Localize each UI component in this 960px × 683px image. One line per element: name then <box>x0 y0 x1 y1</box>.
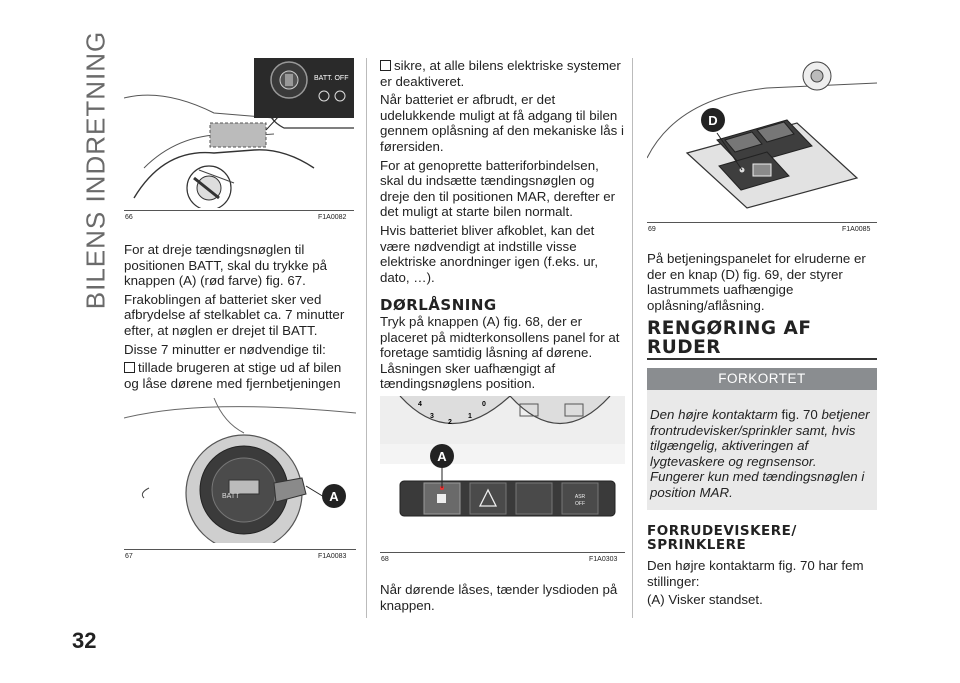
heading-rengoering-af-ruder: RENGØRING AF RUDER <box>647 318 812 358</box>
col3-paragraph-1: På betjeningspanelet for elruderne er der en knap (D) fig. 69, der styrer lastrummets uafhængige oplåsning/aflåsning. <box>647 251 866 313</box>
batt-off-label: BATT. OFF <box>314 75 349 82</box>
col2-paragraph-1: Når batteriet er afbrudt, er det udelukkende muligt at få adgang til bilen gennem oplåsning af den mekaniske lås i førersiden. <box>380 92 624 154</box>
col1-text <box>124 242 356 394</box>
figure-67-code: F1A0083 <box>318 553 347 560</box>
figure-66-image <box>124 58 354 208</box>
col2-paragraph-2: For at genoprette batteriforbindelsen, skal du indsætte tændingsnøglen og dreje den til positionen MAR, derefter er det muligt at starte bilen normalt. <box>380 157 616 220</box>
dial-number: 4 <box>418 401 422 408</box>
checkbox-bullet-icon <box>124 362 135 373</box>
figure-69-image <box>647 58 877 218</box>
col2-paragraph-4: Tryk på knappen (A) fig. 68, der er placeret på midterkonsollens panel for at foretage samtidig låsning af dørene. Låsningen sker uafhængigt af tændingsnøglens position. <box>380 314 620 392</box>
batt-key-label: BATT <box>222 493 240 500</box>
svg-text:OFF: OFF <box>575 501 585 507</box>
figure-68-image <box>380 396 625 546</box>
callout-a-badge: A <box>437 449 447 464</box>
col1-paragraph-3: Disse 7 minutter er nødvendige til: <box>124 341 326 357</box>
heading-forrudeviskere-sprinklere: FORRUDEVISKERE/ SPRINKLERE <box>647 523 797 553</box>
col3-paragraph-3: (A) Visker standset. <box>647 592 763 608</box>
note-box-title: FORKORTET <box>647 368 877 390</box>
col1-bullet-1-text: tillade brugeren at stige ud af bilen og låse dørene med fjernbetjeningen <box>124 360 342 391</box>
callout-d-badge: D <box>708 113 718 128</box>
col2-paragraph-5: Når dørende låses, tænder lysdioden på knappen. <box>380 582 618 613</box>
side-section-title: BILENS INDRETNING <box>80 30 111 310</box>
col2-text-bottom <box>380 582 625 616</box>
note-text-part-2: betjener frontrudevisker/sprinkler samt, hvis tilgængelig, aktiveringen af lygtevaskere og regnsensor. Fungerer kun med tændingsnøglen i position MAR. <box>650 407 870 500</box>
col1-paragraph-2: Frakoblingen af batteriet sker ved afbrydelse af stelkablet ca. 7 minutter efter, at nøglen er drejet til BATT. <box>124 291 345 338</box>
figure-68-code: F1A0303 <box>589 556 618 563</box>
dial-number: 1 <box>468 413 472 420</box>
note-text-part-1: Den højre kontaktarm <box>650 407 778 422</box>
col2-text-top <box>380 58 625 288</box>
figure-69-number: 69 <box>648 226 656 233</box>
col2-paragraph-3: Hvis batteriet bliver afkoblet, kan det være nødvendigt at indstille visse elektriske anordninger igen (f.eks. ur, dato, …). <box>380 222 599 285</box>
figure-69-code: F1A0085 <box>842 226 871 233</box>
dial-number: 2 <box>448 419 452 426</box>
figure-68-number: 68 <box>381 556 389 563</box>
note-box-text <box>650 407 872 501</box>
dial-number: 3 <box>430 413 434 420</box>
figure-67-image <box>124 398 356 543</box>
col2-text-mid <box>380 314 625 395</box>
col1-bullet-1 <box>124 360 356 391</box>
col1-paragraph-1: For at dreje tændingsnøglen til positionen BATT, skal du trykke på knappen (A) (rød farve) fig. 67. <box>124 242 327 289</box>
svg-text:ASR: ASR <box>574 494 586 500</box>
callout-a-badge: A <box>329 489 339 504</box>
checkbox-bullet-icon <box>380 60 391 71</box>
figure-67-number: 67 <box>125 553 133 560</box>
col2-bullet-2-text: sikre, at alle bilens elektriske systemer er deaktiveret. <box>380 58 621 89</box>
col3-text-top <box>647 251 879 316</box>
dial-number: 0 <box>482 401 486 408</box>
figure-66-number: 66 <box>125 214 133 221</box>
note-figure-ref: fig. 70 <box>777 407 822 422</box>
col2-bullet-2 <box>380 58 625 89</box>
col3-text-bottom <box>647 558 879 611</box>
page-number: 32 <box>72 628 97 653</box>
col3-paragraph-2: Den højre kontaktarm fig. 70 har fem stillinger: <box>647 558 864 589</box>
figure-66-code: F1A0082 <box>318 214 347 221</box>
heading-doerlaasning: DØRLÅSNING <box>380 296 497 314</box>
